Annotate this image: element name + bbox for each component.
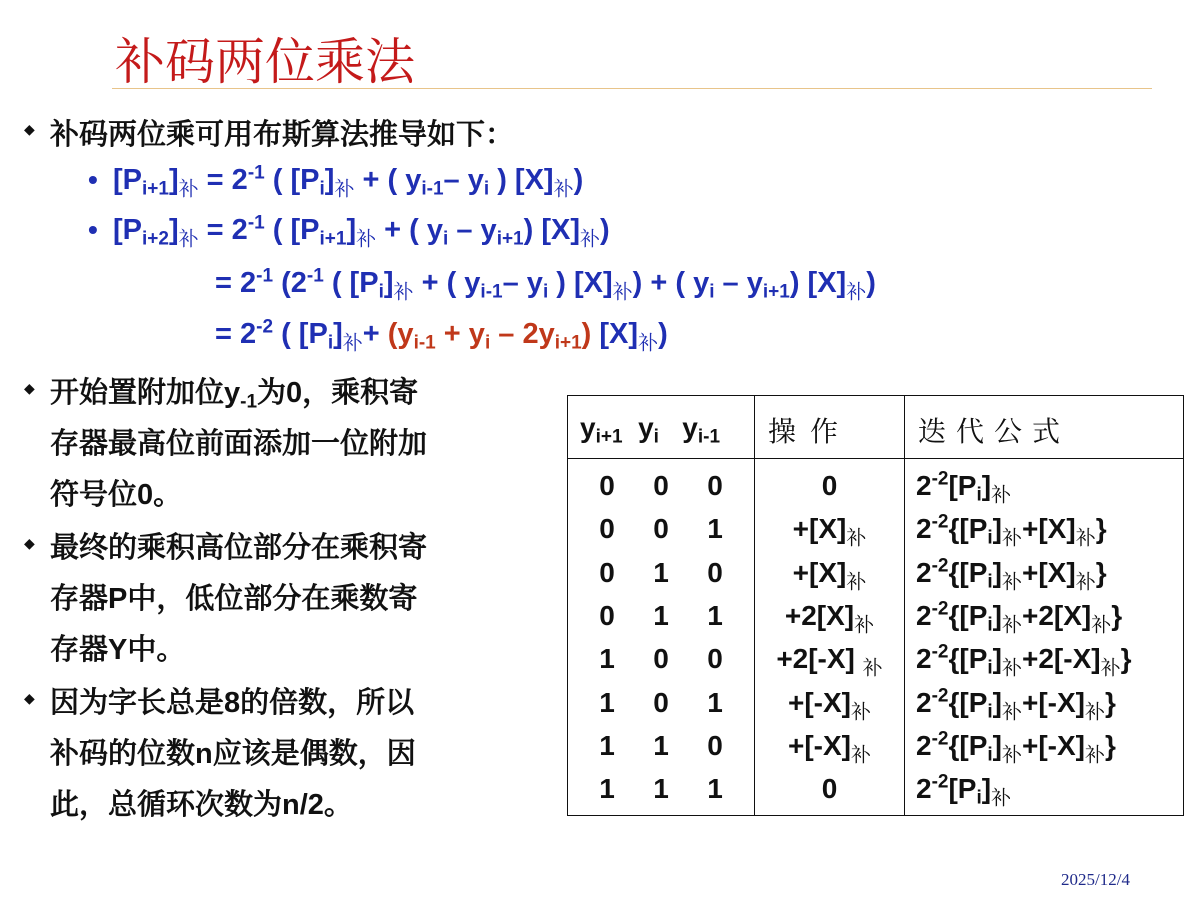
bu-subscript: 补	[553, 178, 574, 201]
table-row-operation: 0	[821, 773, 838, 805]
table-row-bits	[580, 557, 750, 589]
title-divider	[112, 88, 1152, 89]
para3-line1: 因为字长总是8的倍数，所以	[50, 687, 415, 719]
bu-subscript: 补	[334, 178, 355, 201]
bu-subscript: 补	[638, 332, 659, 355]
bit-value: 1	[599, 773, 615, 805]
bit-value: 0	[653, 643, 669, 675]
table-header-divider	[567, 458, 1184, 459]
bit-value: 1	[599, 643, 615, 675]
table-row-bits	[580, 773, 750, 805]
table-row-operation: +2[-X] $_补$	[776, 643, 883, 680]
bit-value: 0	[707, 643, 723, 675]
bit-value: 0	[707, 729, 723, 761]
bit-value: 0	[599, 513, 615, 545]
equation-1: $[P_{i+1}]_补 = 2^{-1}$ ( $[P_i]_补$ + ( $y_{i-1}-$ $y_i$ ) $[X]_补$)	[113, 162, 584, 201]
bit-value: 1	[707, 686, 723, 718]
equation-2: $[P_{i+2}]_补 = 2^{-1}$ ( $[P_{i+1}]_补$ + ( $y_i - y_{i+1}$) $[X]_补$)	[113, 212, 610, 251]
para2-line3: 存器Y中。	[50, 634, 186, 666]
table-row-operation: $+[-X]_补$	[788, 686, 871, 723]
equation-3: = $2^{-1}$ ($2^{-1}$ ( $[P_i]_补$ + ( $y_{i-1}-$ $y_i$ ) $[X]_补$) + ( $y_i - y_{i+1}$) $[X]_补$)	[215, 265, 876, 304]
bit-value: 1	[599, 729, 615, 761]
table-row-bits	[580, 513, 750, 545]
table-row-bits	[580, 470, 750, 502]
table-row-formula: $2^{-2}[P_i]_补$	[916, 771, 1012, 810]
diamond-bullet-icon: ◆	[24, 535, 35, 551]
bit-value: 0	[653, 470, 669, 501]
table-row-operation: $+[X]_补$	[792, 513, 867, 550]
bu-subscript: 补	[580, 228, 601, 251]
bit-value: 1	[653, 773, 669, 805]
para3-line3: 此，总循环次数为n/2。	[50, 789, 353, 821]
bit-value: 1	[707, 513, 723, 545]
slide-date: 2025/12/4	[1061, 870, 1130, 889]
header-bits: $y_{i+1}$ $y_i$ $y_{i-1}$	[580, 412, 721, 448]
diamond-bullet-icon: ◆	[24, 380, 35, 396]
intro-text: 补码两位乘可用布斯算法推导如下：	[50, 119, 515, 151]
bit-value: 1	[707, 773, 723, 805]
bu-subscript: 补	[342, 332, 363, 355]
bit-value: 0	[599, 599, 615, 631]
bu-subscript: 补	[356, 228, 377, 251]
para3-line2: 补码的位数n应该是偶数，因	[50, 738, 416, 770]
table-row-formula: $2^{-2}\{[P_i]_补+[X]_补\}$	[916, 511, 1107, 550]
bu-subscript: 补	[393, 281, 414, 304]
bit-value: 0	[653, 686, 669, 718]
table-row-bits	[580, 687, 750, 719]
bit-value: 1	[653, 599, 669, 631]
bu-subscript: 补	[178, 228, 199, 251]
table-row-operation: $+[X]_补$	[792, 556, 867, 593]
bit-value: 0	[653, 513, 669, 545]
table-row-formula: $2^{-2}\{[P_i]_补+2[X]_补\}$	[916, 598, 1123, 637]
table-row-formula: $2^{-2}\{[P_i]_补+[-X]_补\}$	[916, 685, 1116, 723]
table-row-bits	[580, 730, 750, 762]
bit-value: 0	[599, 556, 615, 588]
bit-value: 1	[707, 599, 723, 631]
bit-value: 0	[599, 470, 615, 501]
header-operation: 操作	[768, 416, 853, 447]
para2-line2: 存器P中，低位部分在乘数寄	[50, 583, 418, 615]
table-row-operation: $+[-X]_补$	[788, 729, 871, 767]
bit-value: 0	[707, 556, 723, 588]
bit-value: 1	[653, 729, 669, 761]
bu-subscript: 补	[178, 178, 199, 201]
table-row-operation: 0	[821, 470, 838, 501]
bit-value: 0	[707, 470, 723, 501]
table-row-bits	[580, 643, 750, 675]
para1-line2: 存器最高位前面添加一位附加	[50, 428, 428, 460]
table-row-formula: $2^{-2}\{[P_i]_补+[X]_补\}$	[916, 555, 1107, 593]
para2-line1: 最终的乘积高位部分在乘积寄	[50, 532, 428, 564]
diamond-bullet-icon: ◆	[24, 121, 35, 137]
bit-value: 1	[653, 556, 669, 588]
para1-line1: 开始置附加位$y_{-1}$为0，乘积寄	[50, 377, 419, 413]
slide-title: 补码两位乘法	[115, 34, 415, 90]
table-row-bits	[580, 600, 750, 632]
bu-subscript: 补	[612, 281, 633, 304]
table-row-operation: $+2[X]_补$	[784, 599, 875, 637]
bu-subscript: 补	[846, 281, 867, 304]
highlighted-term: $(y_{i-1} + y_i - 2y_{i+1})$	[387, 318, 592, 354]
diamond-bullet-icon: ◆	[24, 690, 35, 706]
bullet-dot-icon: •	[88, 214, 98, 245]
table-row-formula: $2^{-2}[P_i]_补$	[916, 468, 1012, 507]
equation-4: = $2^{-2}$ ( $[P_i]_补+ (y_{i-1} + y_i - 2y_{i+1})$ $[X]_补$)	[215, 316, 668, 355]
header-formula: 迭代公式	[918, 416, 1071, 447]
table-row-formula: $2^{-2}\{[P_i]_补+[-X]_补\}$	[916, 728, 1116, 767]
para1-line3: 符号位0。	[50, 479, 183, 511]
table-row-formula: $2^{-2}\{[P_i]_补+2[-X]_补\}$	[916, 641, 1132, 680]
bullet-dot-icon: •	[88, 164, 98, 195]
bit-value: 1	[599, 686, 615, 718]
